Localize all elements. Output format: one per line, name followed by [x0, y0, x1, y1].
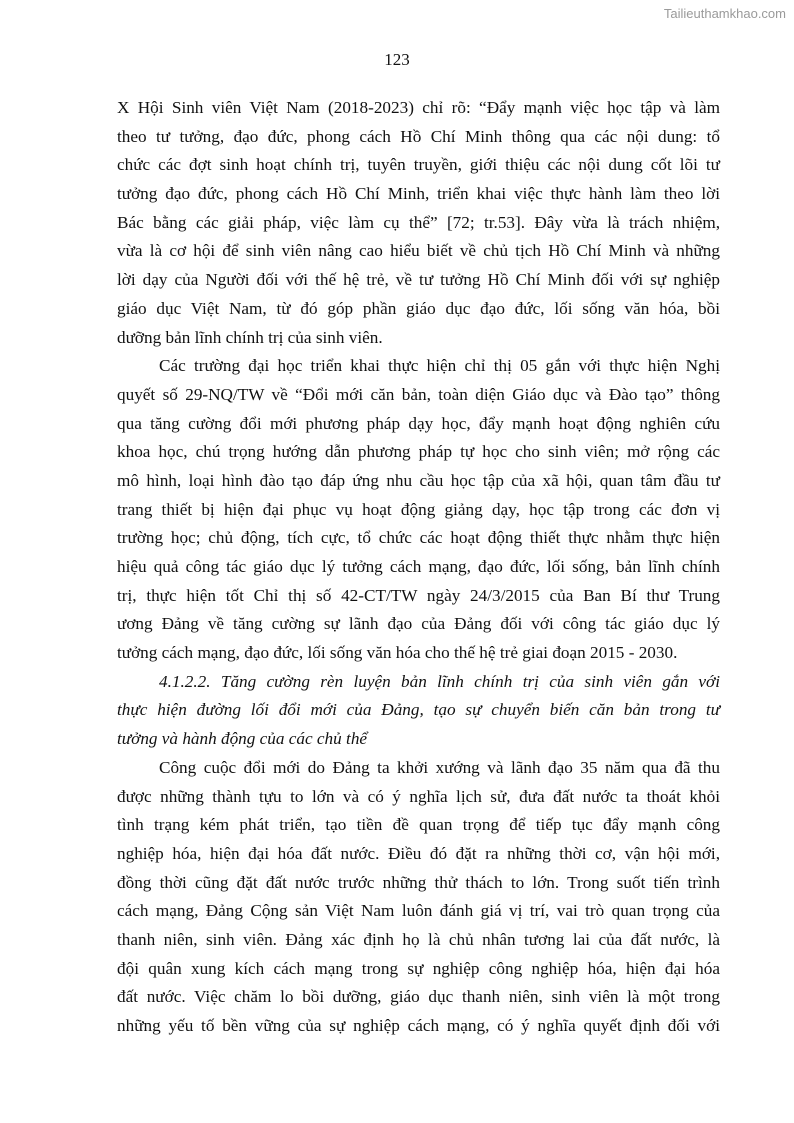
text-line: tưởng cách mạng, đạo đức, lối sống văn hóa cho thế hệ trẻ giai đoạn 2015 - 2030.	[117, 643, 678, 663]
section-heading	[117, 668, 720, 754]
text-line: vừa là cơ hội để sinh viên nâng cao hiểu biết về chủ tịch Hồ Chí Minh và những	[117, 241, 720, 261]
text-line: trang thiết bị hiện đại phục vụ hoạt động giảng dạy, học tập trong các đơn vị	[117, 499, 720, 519]
text-line: được những thành tựu to lớn và có ý nghĩa lịch sử, đưa đất nước ta thoát khỏi	[117, 786, 720, 806]
document-body	[117, 94, 720, 1041]
heading-line: 4.1.2.2. Tăng cường rèn luyện bản lĩnh chính trị của sinh viên gắn với	[159, 671, 720, 691]
watermark: Tailieuthamkhao.com	[663, 6, 786, 21]
paragraph	[117, 754, 720, 1041]
text-line: đồng thời cũng đặt đất nước trước những thử thách to lớn. Trong suốt tiến trình	[117, 872, 720, 892]
text-line: cách mạng, Đảng Cộng sản Việt Nam luôn đánh giá vị trí, vai trò quan trọng của	[117, 901, 720, 921]
text-line: Công cuộc đổi mới do Đảng ta khởi xướng và lãnh đạo 35 năm qua đã thu	[159, 757, 720, 777]
text-line: mô hình, loại hình đào tạo đáp ứng nhu cầu học tập của xã hội, quan tâm đầu tư	[117, 470, 720, 490]
text-line: tình trạng kém phát triển, tạo tiền đề quan trọng để tiếp tục đẩy mạnh công	[117, 815, 720, 835]
text-line: giáo dục Việt Nam, từ đó góp phần giáo dục đạo đức, lối sống văn hóa, bồi	[117, 298, 720, 318]
text-line: thanh niên, sinh viên. Đảng xác định họ là chủ nhân tương lai của đất nước, là	[117, 929, 720, 949]
text-line: lời dạy của Người đối với thế hệ trẻ, về tư tưởng Hồ Chí Minh đối với sự nghiệp	[117, 270, 720, 290]
text-line: đất nước. Việc chăm lo bồi dưỡng, giáo dục thanh niên, sinh viên là một trong	[117, 987, 720, 1007]
text-line: khoa học, chú trọng hướng dẫn phương pháp tự học cho sinh viên; mở rộng các	[117, 442, 720, 462]
text-line: trị, thực hiện tốt Chỉ thị số 42-CT/TW ngày 24/3/2015 của Ban Bí thư Trung	[117, 585, 720, 605]
text-line: trường học; chủ động, tích cực, tổ chức các hoạt động thiết thực nhằm thực hiện	[117, 528, 720, 548]
text-line: những yếu tố bền vững của sự nghiệp cách mạng, có ý nghĩa quyết định đối với	[117, 1016, 720, 1035]
text-line: nghiệp hóa, hiện đại hóa đất nước. Điều đó đặt ra những thời cơ, vận hội mới,	[117, 843, 720, 863]
text-line: tưởng đạo đức, phong cách Hồ Chí Minh, triển khai việc thực hành làm theo lời	[117, 184, 720, 204]
page-number: 123	[384, 50, 410, 69]
text-line: theo tư tưởng, đạo đức, phong cách Hồ Chí Minh thông qua các nội dung: tổ	[117, 126, 720, 146]
text-line: X Hội Sinh viên Việt Nam (2018-2023) chỉ rõ: “Đẩy mạnh việc học tập và làm	[117, 98, 720, 117]
text-line: Bác bằng các giải pháp, việc làm cụ thể” [72; tr.53]. Đây vừa là trách nhiệm,	[117, 212, 720, 232]
text-line: chức các đợt sinh hoạt chính trị, tuyên truyền, giới thiệu các nội dung cốt lõi tư	[117, 155, 720, 175]
paragraph	[117, 352, 720, 668]
paragraph	[117, 94, 720, 352]
heading-line: tưởng và hành động của các chủ thể	[117, 729, 368, 749]
text-line: quyết số 29-NQ/TW về “Đổi mới căn bản, toàn diện Giáo dục và Đào tạo” thông	[117, 384, 720, 404]
text-line: Các trường đại học triển khai thực hiện chỉ thị 05 gắn với thực hiện Nghị	[159, 356, 720, 376]
text-line: dưỡng bản lĩnh chính trị của sinh viên.	[117, 327, 383, 347]
heading-line: thực hiện đường lối đổi mới của Đảng, tạo sự chuyển biến căn bản trong tư	[117, 700, 720, 720]
text-line: hiệu quả công tác giáo dục lý tưởng cách mạng, đạo đức, lối sống, bản lĩnh chính	[117, 557, 720, 576]
text-line: ương Đảng về tăng cường sự lãnh đạo của Đảng đối với công tác giáo dục lý	[117, 614, 720, 634]
text-line: qua tăng cường đổi mới phương pháp dạy học, đẩy mạnh hoạt động nghiên cứu	[117, 413, 720, 433]
text-line: đội quân xung kích cách mạng trong sự nghiệp công nghiệp hóa, hiện đại hóa	[117, 958, 720, 978]
